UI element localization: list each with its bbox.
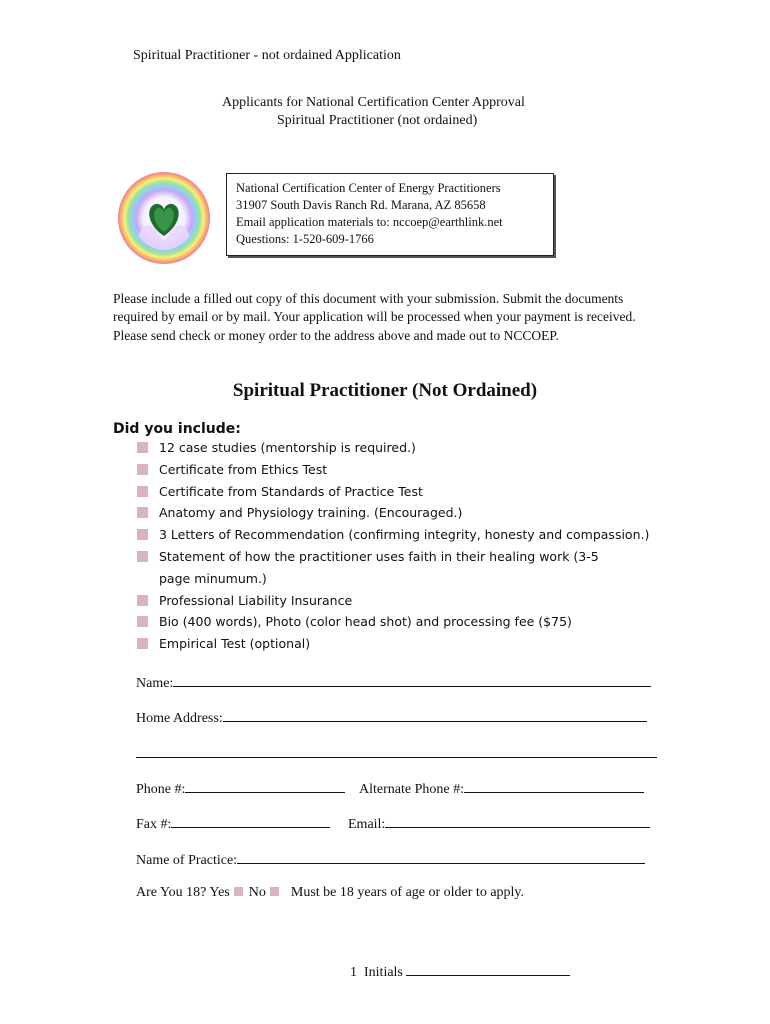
- practice-input-line[interactable]: [237, 849, 645, 864]
- home-address-input-line[interactable]: [223, 707, 647, 722]
- initials-input-line[interactable]: [406, 961, 570, 976]
- checklist-item-label: Anatomy and Physiology training. (Encouraged.): [159, 505, 463, 521]
- checkbox[interactable]: [137, 595, 148, 606]
- title-line-1: Applicants for National Certification Center Approval: [222, 95, 525, 110]
- name-label: Name:: [136, 676, 174, 691]
- name-field-row: [136, 672, 651, 692]
- requirements-checklist: [137, 437, 657, 655]
- alt-phone-label: Alternate Phone #:: [359, 782, 464, 797]
- age-no-label: No: [248, 885, 266, 900]
- practice-label: Name of Practice:: [136, 853, 238, 868]
- phone-row: [136, 778, 345, 798]
- alt-phone-input-line[interactable]: [464, 778, 644, 793]
- email-row: [348, 813, 650, 833]
- checklist-item-label: Professional Liability Insurance: [159, 592, 353, 608]
- checklist-item-label: 3 Letters of Recommendation (confirming integrity, honesty and compassion.): [159, 527, 650, 543]
- instructions-paragraph: Please include a filled out copy of this document with your submission. Submit the documents required by email or by mail. Your application will be processed when your payment is received. Please send check or money order to the address above and made out to NCCOEP.: [113, 291, 636, 343]
- fax-label: Fax #:: [136, 817, 172, 832]
- contact-address-box: [226, 173, 554, 256]
- document-header: Spiritual Practitioner - not ordained Application: [133, 48, 401, 63]
- practice-row: [136, 849, 645, 869]
- checkbox[interactable]: [137, 464, 148, 475]
- fax-input-line[interactable]: [171, 813, 330, 828]
- checklist-item: [137, 502, 657, 524]
- home-address-line-2-input[interactable]: [136, 743, 657, 758]
- home-address-row: [136, 707, 647, 727]
- phone-label: Phone #:: [136, 782, 186, 797]
- age-question: Are You 18? Yes: [136, 885, 230, 900]
- checkbox[interactable]: [137, 507, 148, 518]
- checklist-item: [137, 524, 657, 546]
- email-label: Email:: [348, 817, 386, 832]
- checklist-item-label: Certificate from Standards of Practice Test: [159, 483, 423, 499]
- questions-phone: Questions: 1-520-609-1766: [236, 232, 374, 246]
- checklist-item: [137, 611, 657, 633]
- alt-phone-row: [359, 778, 644, 798]
- checklist-item: [137, 546, 629, 590]
- title-line-2: Spiritual Practitioner (not ordained): [277, 113, 478, 128]
- page-footer: [350, 961, 570, 981]
- checklist-item-label: 12 case studies (mentorship is required.): [159, 440, 416, 455]
- initials-label: Initials: [364, 965, 403, 980]
- org-name: National Certification Center of Energy Practitioners: [236, 181, 501, 195]
- checkbox[interactable]: [137, 529, 148, 540]
- page-number: 1: [350, 965, 357, 980]
- checklist-item: [137, 481, 657, 503]
- heart-hands-logo-icon: [116, 170, 212, 266]
- checkbox[interactable]: [137, 486, 148, 497]
- age-no-checkbox[interactable]: [270, 887, 279, 896]
- checklist-item: [137, 459, 657, 481]
- checklist-item-label: Statement of how the practitioner uses faith in their healing work (3-5 page minumum.): [159, 548, 599, 586]
- checklist-item: [137, 590, 657, 612]
- email-input-line[interactable]: [385, 813, 650, 828]
- checklist-item-label: Certificate from Ethics Test: [159, 461, 328, 477]
- home-address-line-2-row: [136, 743, 657, 763]
- name-input-line[interactable]: [173, 672, 651, 687]
- street-address: 31907 South Davis Ranch Rd. Marana, AZ 85658: [236, 198, 486, 212]
- checkbox[interactable]: [137, 638, 148, 649]
- age-row: [136, 885, 524, 901]
- section-title: Spiritual Practitioner (Not Ordained): [232, 380, 538, 401]
- fax-row: [136, 813, 330, 833]
- checklist-item: [137, 437, 657, 459]
- checklist-item-label: Bio (400 words), Photo (color head shot) and processing fee ($75): [159, 614, 572, 630]
- age-yes-checkbox[interactable]: [234, 887, 243, 896]
- home-address-label: Home Address:: [136, 711, 223, 726]
- phone-input-line[interactable]: [185, 778, 345, 793]
- checklist-item: [137, 633, 657, 655]
- checklist-item-label: Empirical Test (optional): [159, 636, 311, 652]
- email-instruction: Email application materials to: nccoep@earthlink.net: [236, 215, 503, 229]
- checkbox[interactable]: [137, 442, 148, 453]
- age-note: Must be 18 years of age or older to apply.: [290, 885, 525, 900]
- checklist-heading: Did you include:: [113, 421, 241, 437]
- checkbox[interactable]: [137, 551, 148, 562]
- checkbox[interactable]: [137, 616, 148, 627]
